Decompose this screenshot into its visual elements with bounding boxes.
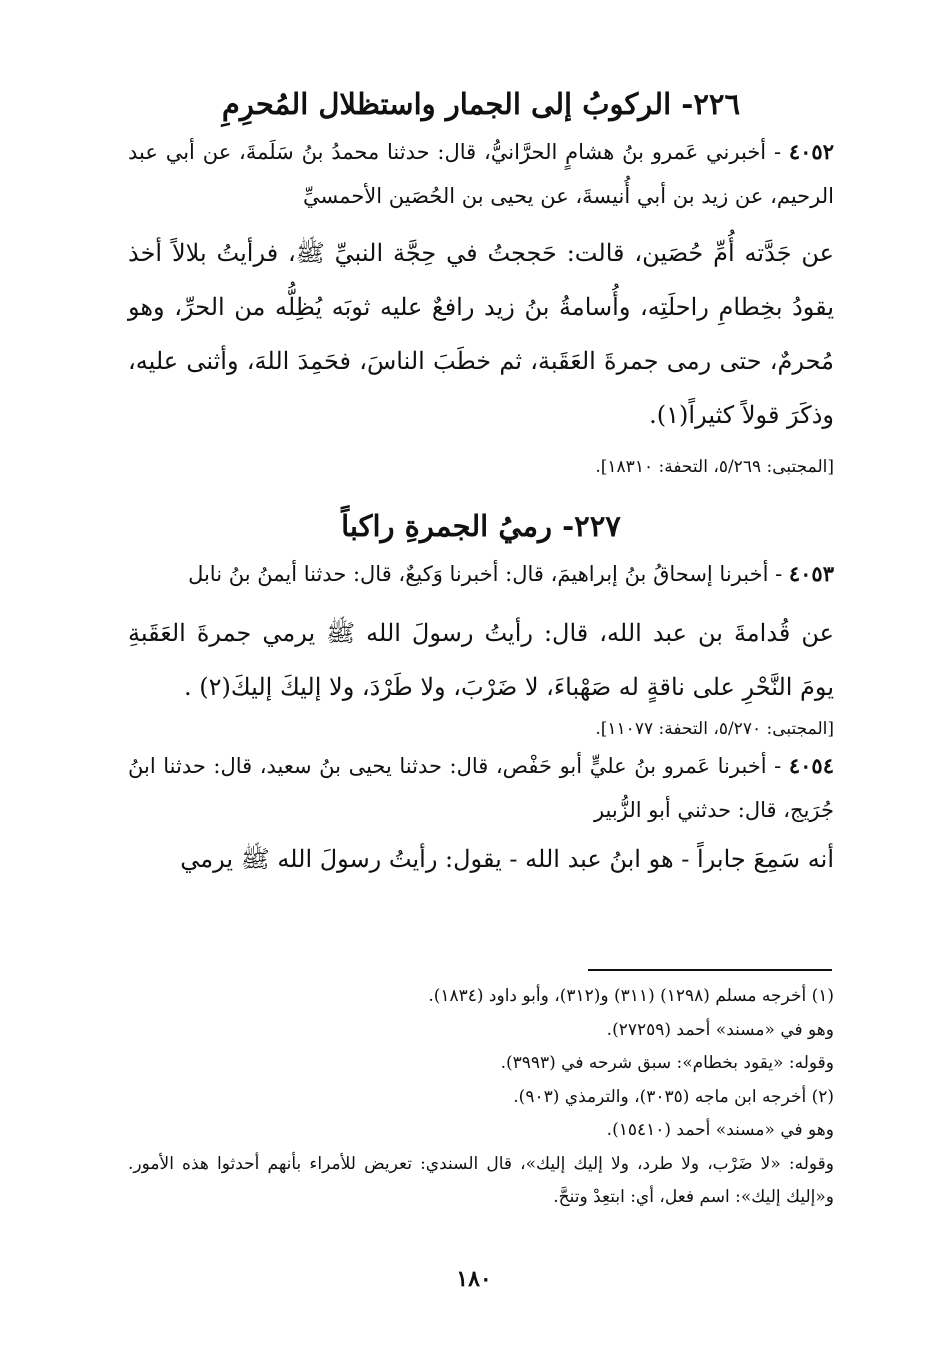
hadith-4053-reference: [المجتبى: ٥/٢٧٠، التحفة: ١١٠٧٧]. [595,719,834,739]
hadith-4052-reference: [المجتبى: ٥/٢٦٩، التحفة: ١٨٣١٠]. [595,457,834,477]
hadith-4053-isnad [128,552,834,596]
footnote-line: (١) أخرجه مسلم (١٢٩٨) (٣١١) و(٣١٢)، وأبو داود (١٨٣٤). [428,986,834,1006]
isnad-text: - أخبرنا عَمرو بنُ عليٍّ أبو حَفْص، قال: حدثنا يحيى بنُ سعيد، قال: حدثنا ابنُ جُرَيج، قال: حدثني أبو الزُّبير [128,754,834,822]
hadith-4052-isnad [128,130,834,218]
hadith-4054-isnad [128,744,834,832]
footnote-line: (٢) أخرجه ابن ماجه (٣٠٣٥)، والترمذي (٩٠٣). [513,1086,834,1107]
footnotes [128,980,834,1215]
hadith-4053-matn: عن قُدامةَ بن عبد الله، قال: رأيتُ رسولَ الله ﷺ يرمي جمرةَ العَقَبةِ يومَ النَّحْرِ على ناقةٍ له صَهْباءَ، لا ضَرْبَ، ولا طَرْدَ، ولا إليكَ إليكَ(٢) . [128,619,834,701]
hadith-4054-matn: أنه سَمِعَ جابراً - هو ابنُ عبد الله - يقول: رأيتُ رسولَ الله ﷺ يرمي [180,845,834,873]
hadith-4052-matn: عن جَدَّته أُمِّ حُصَين، قالت: حَججتُ في حِجَّة النبيِّ ﷺ، فرأيتُ بلالاً أخذ يقودُ بخِطامِ راحلَتِه، وأُسامةُ بنُ زيد رافعٌ عليه ثوبَه يُظِلُّه من الحرِّ، وهو مُحرمٌ، حتى رمى جمرةَ العَقَبة، ثم خطَبَ الناسَ، فحَمِدَ اللهَ، وأثنى عليه، وذكَرَ قولاً كثيراً(١). [128,239,834,429]
footnote-line: وهو في «مسند» أحمد (١٥٤١٠). [606,1120,834,1140]
footnote-separator [588,969,832,971]
isnad-text: - أخبرني عَمرو بنُ هشامٍ الحرَّانيُّ، قال: حدثنا محمدُ بنُ سَلَمةَ، عن أبي عبد الرحيم، عن زيد بن أبي أُنيسةَ، عن يحيى بن الحُصَين الأحمسيِّ [128,140,834,208]
page-number: ١٨٠ [456,1266,492,1292]
isnad-text: - أخبرنا إسحاقُ بنُ إبراهيمَ، قال: أخبرنا وَكيعٌ، قال: حدثنا أيمنُ بنُ نابل [188,562,783,586]
hadith-number: ٤٠٥٣ [788,561,834,586]
chapter-title-226: ٢٢٦- الركوبُ إلى الجمار واستظلال المُحرِمِ [221,87,741,121]
chapter-title-227: ٢٢٧- رميُ الجمرةِ راكباً [341,509,621,543]
footnote-line: وهو في «مسند» أحمد (٢٧٢٥٩). [606,1019,834,1040]
hadith-number: ٤٠٥٤ [788,753,834,778]
hadith-number: ٤٠٥٢ [788,139,834,164]
footnote-line: وقوله: «يقود بخطام»: سبق شرحه في (٣٩٩٣). [500,1053,834,1073]
page-body [128,78,834,886]
footnote-line: وقوله: «لا ضَرْب، ولا طرد، ولا إليك إليك»، قال السندي: تعريض للأمراء بأنهم أحدثوا هذه الأمور. و«إليك إليك»: اسم فعل، أي: ابتعِدْ وتنحَّ. [128,1153,834,1207]
